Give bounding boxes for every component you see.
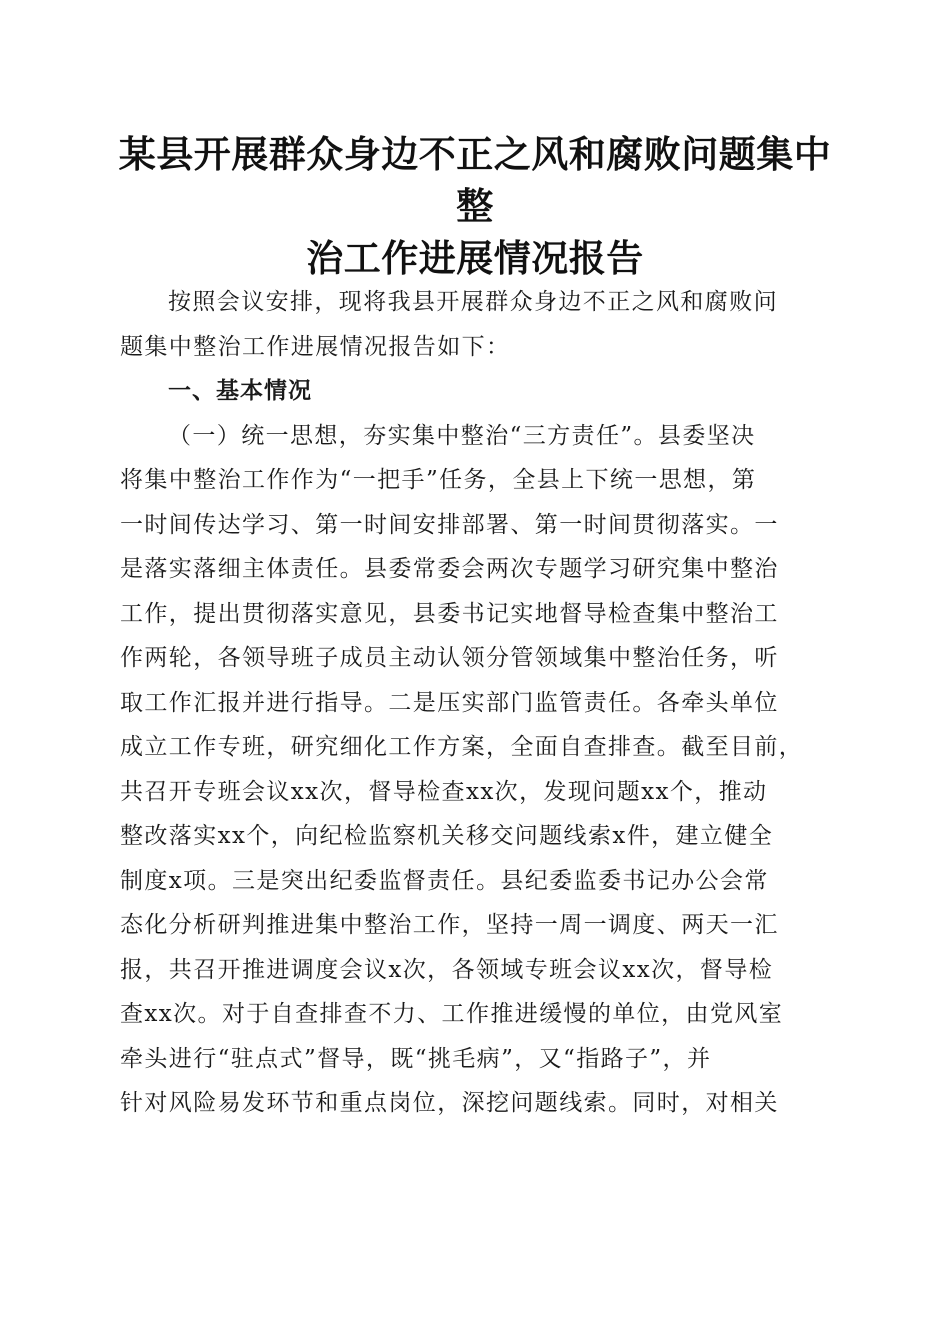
title-line-2: 治工作进展情况报告	[306, 236, 644, 280]
paragraph-line: 整改落实xx个，向纪检监察机关移交问题线索x件，建立健全	[120, 823, 774, 849]
paragraph-intro-line: 按照会议安排，现将我县开展群众身边不正之风和腐败问	[168, 289, 778, 315]
paragraph-line: 报，共召开推进调度会议x次，各领域专班会议xx次，督导检	[120, 956, 774, 983]
paragraph-line: 查xx次。对于自查排查不力、工作推进缓慢的单位，由党风室	[120, 1001, 784, 1027]
document-title	[110, 128, 840, 284]
paragraph-line: 态化分析研判推进集中整治工作，坚持一周一调度、两天一汇	[120, 912, 779, 938]
paragraph-line: 针对风险易发环节和重点岗位，深挖问题线索。同时，对相关	[120, 1090, 779, 1116]
paragraph-line: 一时间传达学习、第一时间安排部署、第一时间贯彻落实。一	[120, 511, 779, 538]
section-heading: 一、基本情况	[168, 378, 312, 404]
paragraph-line: 作两轮，各领导班子成员主动认领分管领域集中整治任务，听	[120, 645, 779, 671]
paragraph-line: 成立工作专班，研究细化工作方案，全面自查排查。截至目前，	[120, 734, 804, 760]
paragraph-line: 将集中整治工作作为“一把手”任务，全县上下统一思想，第	[120, 467, 757, 493]
paragraph-line: （一）统一思想，夯实集中整治“三方责任”。县委坚决	[168, 422, 756, 449]
paragraph-line: 是落实落细主体责任。县委常委会两次专题学习研究集中整治	[120, 556, 779, 582]
paragraph-line: 制度x项。三是突出纪委监督责任。县纪委监委书记办公会常	[120, 867, 769, 894]
document-body	[120, 280, 832, 1126]
paragraph-line: 工作，提出贯彻落实意见，县委书记实地督导检查集中整治工	[120, 600, 779, 627]
paragraph-line: 取工作汇报并进行指导。二是压实部门监管责任。各牵头单位	[120, 689, 779, 716]
paragraph-line: 牵头进行“驻点式”督导，既“挑毛病”，又“指路子”，并	[120, 1045, 712, 1072]
title-line-1: 某县开展群众身边不正之风和腐败问题集中整	[118, 132, 832, 228]
paragraph-intro-line: 题集中整治工作进展情况报告如下：	[120, 333, 511, 360]
paragraph-line: 共召开专班会议xx次，督导检查xx次，发现问题xx个，推动	[120, 778, 768, 805]
